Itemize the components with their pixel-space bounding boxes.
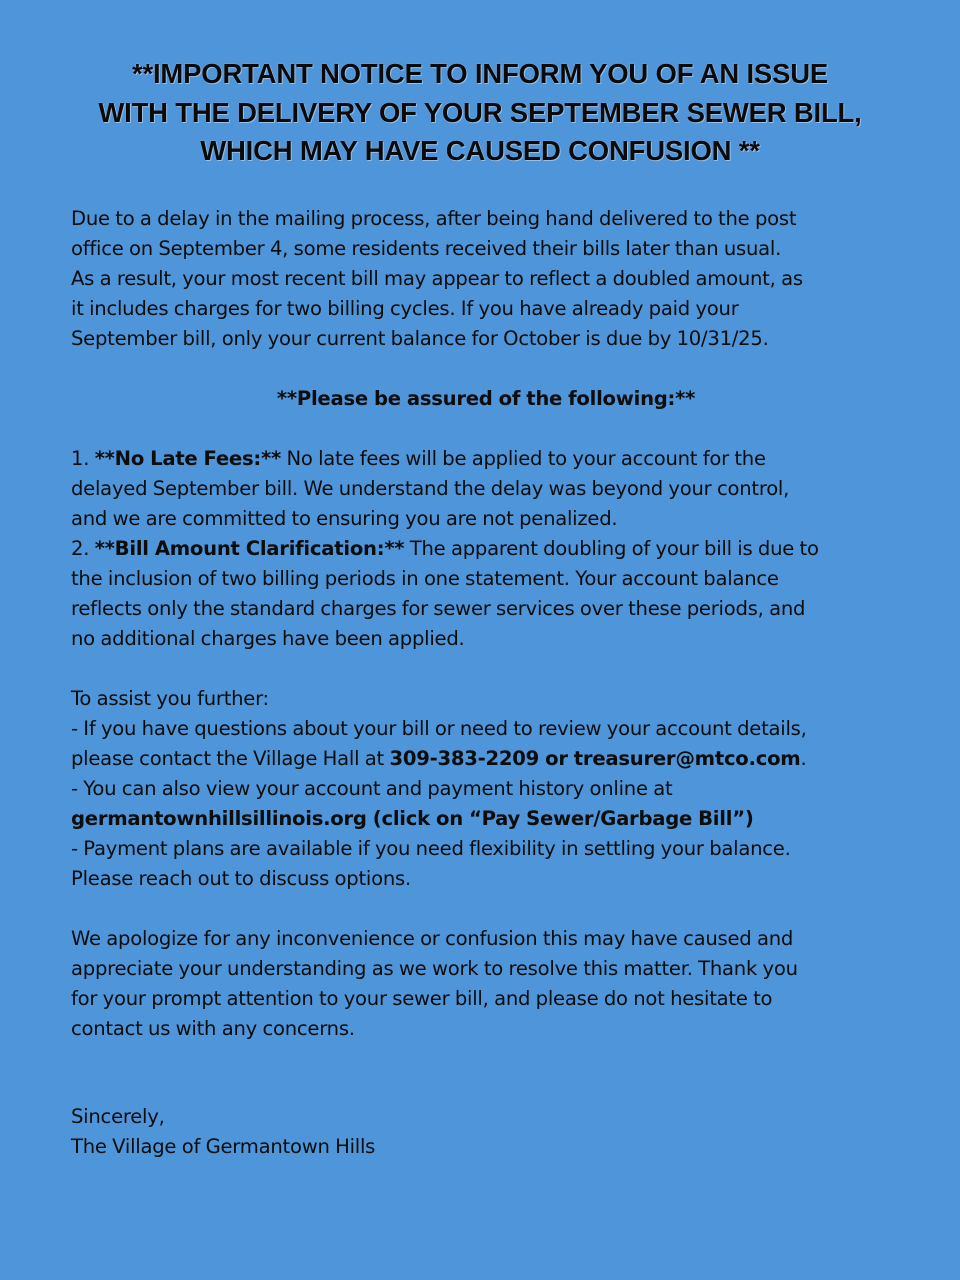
intro-line: September bill, only your current balance for October is due by 10/31/25. (71, 327, 769, 350)
notice-title (40, 55, 920, 171)
point-label: **No Late Fees:** (94, 447, 281, 470)
assist-bullet: - If you have questions about your bill or need to review your account details, (71, 717, 807, 740)
assist-section: To assist you further: - If you have questions about your bill or need to review your account details, please contact the Village Hall at 309-383-2209 or treasurer@mtco.com. - You can also view your account and payment history online at germantownhillsillinois.org (click on “Pay Sewer/Garbage Bill”) - Payment plans are available if you need flexibility in settling your balance. Please reach out to discuss options. (71, 684, 901, 894)
assist-bullet: - You can also view your account and payment history online at (71, 777, 673, 800)
point-text: no additional charges have been applied. (71, 627, 465, 650)
assured-heading: **Please be assured of the following:** (276, 387, 696, 410)
intro-paragraph (71, 204, 901, 354)
website-link[interactable]: germantownhillsillinois.org (click on “Pay Sewer/Garbage Bill”) (71, 807, 754, 830)
closing-line: for your prompt attention to your sewer bill, and please do not hesitate to (71, 987, 773, 1010)
closing-paragraph (71, 924, 901, 1044)
point-text: No late fees will be applied to your account for the (280, 447, 766, 470)
intro-line: office on September 4, some residents received their bills later than usual. (71, 237, 782, 260)
closing-line: We apologize for any inconvenience or confusion this may have caused and (71, 927, 794, 950)
point-text: The apparent doubling of your bill is due to (404, 537, 819, 560)
point-number: 1. (71, 447, 95, 470)
assist-bullet: - Payment plans are available if you need flexibility in settling your balance. (71, 837, 791, 860)
point-text: reflects only the standard charges for sewer services over these periods, and (71, 597, 806, 620)
point-bill-clarification (71, 534, 901, 654)
salutation: Sincerely, (71, 1105, 165, 1128)
title-line-1: **IMPORTANT NOTICE TO INFORM YOU OF AN ISSUE (131, 58, 829, 89)
assist-heading: To assist you further: (71, 687, 269, 710)
point-label: **Bill Amount Clarification:** (94, 537, 405, 560)
intro-line: Due to a delay in the mailing process, after being hand delivered to the post (71, 207, 797, 230)
signature-block (71, 1102, 901, 1162)
title-line-2: WITH THE DELIVERY OF YOUR SEPTEMBER SEWER BILL, (98, 96, 862, 128)
point-text: and we are committed to ensuring you are not penalized. (71, 507, 618, 530)
point-text: the inclusion of two billing periods in one statement. Your account balance (71, 567, 779, 590)
intro-line: it includes charges for two billing cycles. If you have already paid your (71, 297, 739, 320)
point-number: 2. (71, 537, 95, 560)
signer-name: The Village of Germantown Hills (71, 1135, 376, 1158)
contact-info[interactable]: 309-383-2209 or treasurer@mtco.com (389, 747, 801, 770)
intro-line: As a result, your most recent bill may appear to reflect a doubled amount, as (71, 267, 803, 290)
assist-bullet: Please reach out to discuss options. (71, 867, 411, 890)
closing-line: contact us with any concerns. (71, 1017, 355, 1040)
point-no-late-fees (71, 444, 901, 534)
title-line-3: WHICH MAY HAVE CAUSED CONFUSION ** (200, 135, 760, 166)
notice-body (71, 204, 901, 1162)
point-text: delayed September bill. We understand the delay was beyond your control, (71, 477, 790, 500)
closing-line: appreciate your understanding as we work to resolve this matter. Thank you (71, 957, 798, 980)
